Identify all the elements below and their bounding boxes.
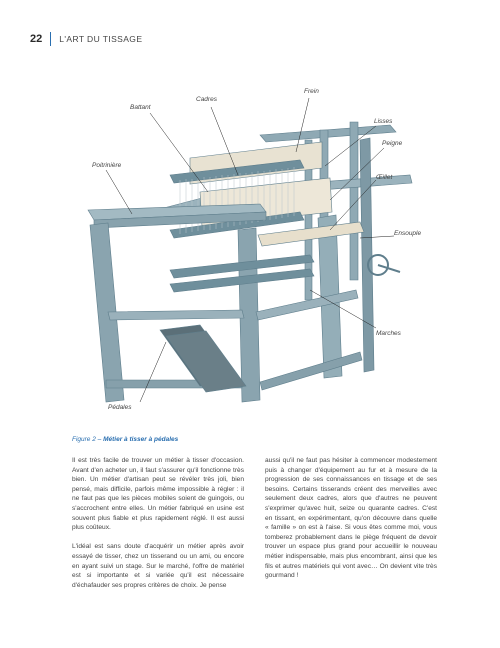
label-poitriniere: Poitrinière	[92, 162, 122, 169]
text-column-left	[72, 456, 244, 600]
paragraph: L'idéal est sans doute d'acquérir un métier après avoir essayé de tisser, chez un tisserand ou un ami, ou encore en ayant suivi un stage. Sur le marché, l'offre de matériel est si importante et si variée qu'il est nécessaire d'échafauder ses propres critères de choix. Je pense	[72, 543, 244, 589]
loom-illustration	[60, 80, 450, 420]
running-title: L'ART DU TISSAGE	[59, 34, 143, 44]
label-oeillet: Œillet	[376, 174, 393, 181]
figure-caption	[72, 436, 178, 443]
label-ensouple: Ensouple	[394, 230, 422, 237]
loom-figure	[60, 80, 450, 420]
label-battant: Battant	[130, 104, 151, 111]
label-frein: Frein	[304, 88, 319, 95]
label-peigne: Peigne	[382, 140, 403, 147]
label-cadres: Cadres	[196, 96, 217, 103]
label-pedales: Pédales	[108, 404, 132, 411]
label-marches: Marches	[376, 330, 401, 337]
paragraph: aussi qu'il ne faut pas hésiter à commencer modestement puis à changer d'équipement au fur et à mesure de la progression de ses connaissances en tissage et de ses besoins. Certains tisserands créent des merveilles avec seulement deux cadres, alors que d'autres ne peuvent s'exprimer qu'avec huit, seize ou quarante cadres. C'est en tissant, en expérimentant, qu'on découvre dans quelle « famille » on est à l'aise. Si vous êtes comme moi, vous tomberez probablement dans le piège fréquent de devoir trouver un espace plus grand pour accueillir le nouveau métier indispensable, mais plus encombrant, ainsi que les fils et autres matériels qui vont avec… On devient vite très gourmand !	[265, 457, 437, 580]
page-header	[30, 32, 142, 46]
header-divider	[50, 32, 51, 46]
paragraph: Il est très facile de trouver un métier à tisser d'occasion. Avant d'en acheter un, il faut s'assurer qu'il fonctionne très bien. Un métier d'artisan peut se révéler très joli, bien pensé, mais difficile, parfois même impossible à régler : il ne faut pas que les pièces mobiles soient de guingois, ou s'accrochent entre elles. Un métier fabriqué en usine est souvent plus fiable et plus rapidement réglé. Il est aussi plus coûteux.	[72, 457, 244, 532]
label-lisses: Lisses	[374, 118, 393, 125]
caption-title: Métier à tisser à pédales	[103, 436, 179, 443]
page-number: 22	[30, 33, 43, 45]
caption-prefix: Figure 2 –	[72, 436, 102, 443]
text-column-right	[265, 456, 437, 590]
